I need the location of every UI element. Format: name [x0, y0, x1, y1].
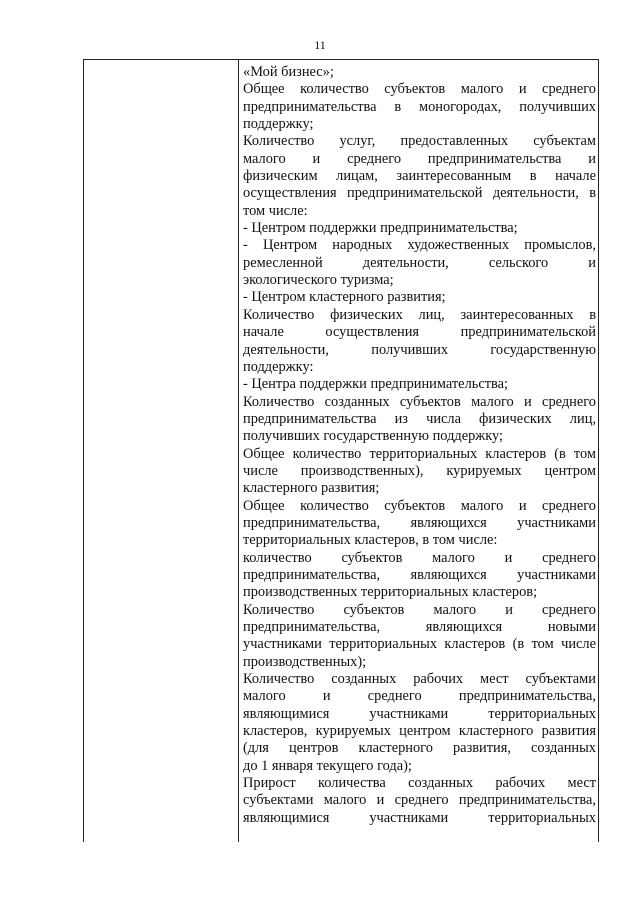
text-line: предпринимательства, являющихся участниками: [243, 566, 596, 583]
column-divider: [238, 59, 239, 842]
text-line: являющимися участниками территориальных: [243, 809, 596, 826]
text-line: являющимися участниками территориальных: [243, 705, 596, 722]
text-line: Общее количество субъектов малого и среднего: [243, 497, 596, 514]
text-line: малого и среднего предпринимательства и: [243, 150, 596, 167]
text-line: Количество созданных рабочих мест субъектами: [243, 671, 596, 688]
text-line: том числе:: [243, 202, 308, 219]
text-line: поддержку:: [243, 358, 314, 375]
text-line: деятельности, получивших государственную: [243, 341, 596, 358]
text-line: субъектами малого и среднего предпринимательства,: [243, 792, 596, 809]
text-line: числе производственных), курируемых центром: [243, 462, 596, 479]
text-line: Прирост количества созданных рабочих мест: [243, 775, 596, 792]
text-line: территориальных кластеров, в том числе:: [243, 532, 498, 549]
text-line: Количество субъектов малого и среднего: [243, 601, 596, 618]
text-line: поддержку;: [243, 116, 314, 133]
text-line: производственных территориальных кластеров;: [243, 584, 538, 601]
text-line: получивших государственную поддержку;: [243, 428, 504, 445]
text-line: экологического туризма;: [243, 272, 394, 289]
text-line: (для центров кластерного развития, созданных: [243, 740, 596, 757]
text-line: «Мой бизнес»;: [243, 64, 334, 80]
page-number: 11: [314, 38, 326, 52]
text-line: Общее количество субъектов малого и среднего: [243, 81, 596, 98]
text-line: - Центром кластерного развития;: [243, 289, 446, 306]
text-line: предпринимательства из числа физических лиц,: [243, 410, 596, 427]
table-cell-text: [243, 64, 596, 827]
text-line: Количество физических лиц, заинтересованных в: [243, 306, 596, 323]
text-line: Общее количество территориальных кластеров (в том: [243, 445, 596, 462]
text-line: начале осуществления предпринимательской: [243, 324, 596, 341]
text-line: предпринимательства, являющихся участниками: [243, 514, 596, 531]
text-line: участниками территориальных кластеров (в том числе: [243, 636, 596, 653]
text-line: - Центра поддержки предпринимательства;: [243, 376, 508, 393]
text-line: осуществления предпринимательской деятельности, в: [243, 185, 596, 202]
text-line: физическим лицам, заинтересованным в начале: [243, 168, 596, 185]
text-line: Количество созданных субъектов малого и среднего: [243, 393, 596, 410]
text-line: до 1 января текущего года);: [243, 757, 412, 774]
text-line: ремесленной деятельности, сельского и: [243, 254, 596, 271]
text-line: производственных);: [243, 653, 367, 670]
text-line: предпринимательства, являющихся новыми: [243, 619, 596, 635]
text-line: - Центром поддержки предпринимательства;: [243, 220, 518, 237]
text-line: количество субъектов малого и среднего: [243, 549, 596, 566]
text-line: малого и среднего предпринимательства,: [243, 688, 596, 705]
text-line: - Центром народных художественных промыслов,: [243, 237, 596, 254]
text-line: кластерного развития;: [243, 480, 380, 497]
text-line: кластеров, курируемых центром кластерного развития: [243, 723, 596, 740]
text-line: предпринимательства в моногородах, получивших: [243, 98, 596, 115]
text-line: Количество услуг, предоставленных субъектам: [243, 133, 596, 150]
